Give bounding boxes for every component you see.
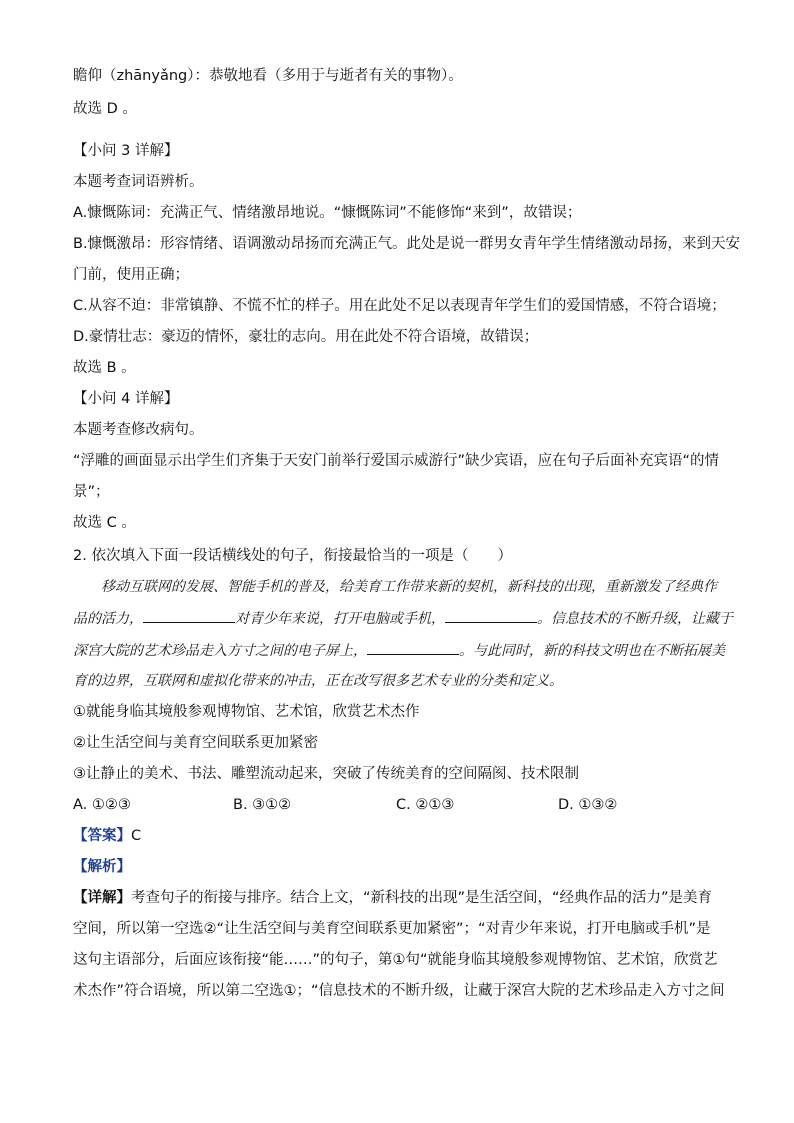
passage-text: 深宫大院的艺术珍品走入方寸之间的电子屏上， xyxy=(73,643,367,659)
section-heading: 【小问 3 详解】 xyxy=(73,143,179,159)
text-line: D.豪情壮志：豪迈的情怀，豪壮的志向。用在此处不符合语境，故错误； xyxy=(73,329,539,345)
choice-item: ②让生活空间与美育空间联系更加紧密 xyxy=(73,735,318,751)
answer-line xyxy=(73,826,141,846)
detail-label: 【详解】 xyxy=(73,890,131,906)
text-line: A.慷慨陈词：充满正气、情绪激昂地说。“慷慨陈词”不能修饰“来到”，故错误； xyxy=(73,205,582,221)
passage-text: 。信息技术的不断升级，让藏于 xyxy=(537,611,733,627)
question-stem: 2. 依次填入下面一段话横线处的句子，衔接最恰当的一项是（ ） xyxy=(73,548,512,564)
detail-line: 术杰作”符合语境，所以第二空选①；“信息技术的不断升级，让藏于深宫大院的艺术珍品走入方寸之间 xyxy=(73,983,725,999)
option-c: C. ②①③ xyxy=(396,797,455,813)
passage-line: 移动互联网的发展、智能手机的普及，给美育工作带来新的契机，新科技的出现，重新激发了经典作 xyxy=(101,579,717,595)
passage-line: 育的边界，互联网和虚拟化带来的冲击，正在改写很多艺术专业的分类和定义。 xyxy=(73,673,563,689)
text-line: 门前，使用正确； xyxy=(73,267,189,283)
text-line: 瞻仰（zhānyǎng）：恭敬地看（多用于与逝者有关的事物）。 xyxy=(73,68,463,84)
fill-blank xyxy=(143,608,235,623)
passage-text: 。与此同时，新的科技文明也在不断拓展美 xyxy=(459,643,725,659)
passage-text: 对青少年来说，打开电脑或手机， xyxy=(235,611,445,627)
passage-line xyxy=(73,608,733,629)
choice-item: ③让静止的美术、书法、雕塑流动起来，突破了传统美育的空间隔阂、技术限制 xyxy=(73,766,579,782)
text-line: C.从容不迫：非常镇静、不慌不忙的样子。用在此处不足以表现青年学生们的爱国情感，不符合语境； xyxy=(73,298,726,314)
answer-value: C xyxy=(131,828,142,844)
text-line: B.慷慨激昂：形容情绪、语调激动昂扬而充满正气。此处是说一群男女青年学生情绪激动昂扬，来到天安 xyxy=(73,236,741,252)
text-line: 本题考查词语辨析。 xyxy=(73,174,204,190)
detail-line: 这句主语部分，后面应该衔接“能……”的句子，第①句“就能身临其境般参观博物馆、艺术馆，欣赏艺 xyxy=(73,952,718,968)
passage-text: 品的活力， xyxy=(73,611,143,627)
text-line: 故选 B 。 xyxy=(73,360,136,376)
option-b: B. ③①② xyxy=(233,797,292,813)
analysis-label xyxy=(73,857,131,877)
detail-line xyxy=(73,888,712,908)
text-line: “浮雕的画面显示出学生们齐集于天安门前举行爱国示威游行”缺少宾语，应在句子后面补充宾语“的情 xyxy=(73,453,720,469)
detail-text: 考查句子的衔接与排序。结合上文，“新科技的出现”是生活空间，“经典作品的活力”是美育 xyxy=(131,890,713,906)
answer-label: 【答案】 xyxy=(73,828,131,844)
fill-blank xyxy=(367,640,459,655)
analysis-label-text: 【解析】 xyxy=(73,859,131,875)
option-a: A. ①②③ xyxy=(73,797,131,813)
passage-line xyxy=(73,640,725,661)
choice-item: ①就能身临其境般参观博物馆、艺术馆，欣赏艺术杰作 xyxy=(73,704,420,720)
text-line: 景”； xyxy=(73,484,110,500)
section-heading: 【小问 4 详解】 xyxy=(73,391,179,407)
option-d: D. ①③② xyxy=(558,797,618,813)
detail-line: 空间，所以第一空选②“让生活空间与美育空间联系更加紧密”；“对青少年来说，打开电脑或手机”是 xyxy=(73,921,711,937)
text-line: 故选 C 。 xyxy=(73,515,136,531)
fill-blank xyxy=(445,608,537,623)
text-line: 本题考查修改病句。 xyxy=(73,422,204,438)
text-line: 故选 D 。 xyxy=(73,101,137,117)
